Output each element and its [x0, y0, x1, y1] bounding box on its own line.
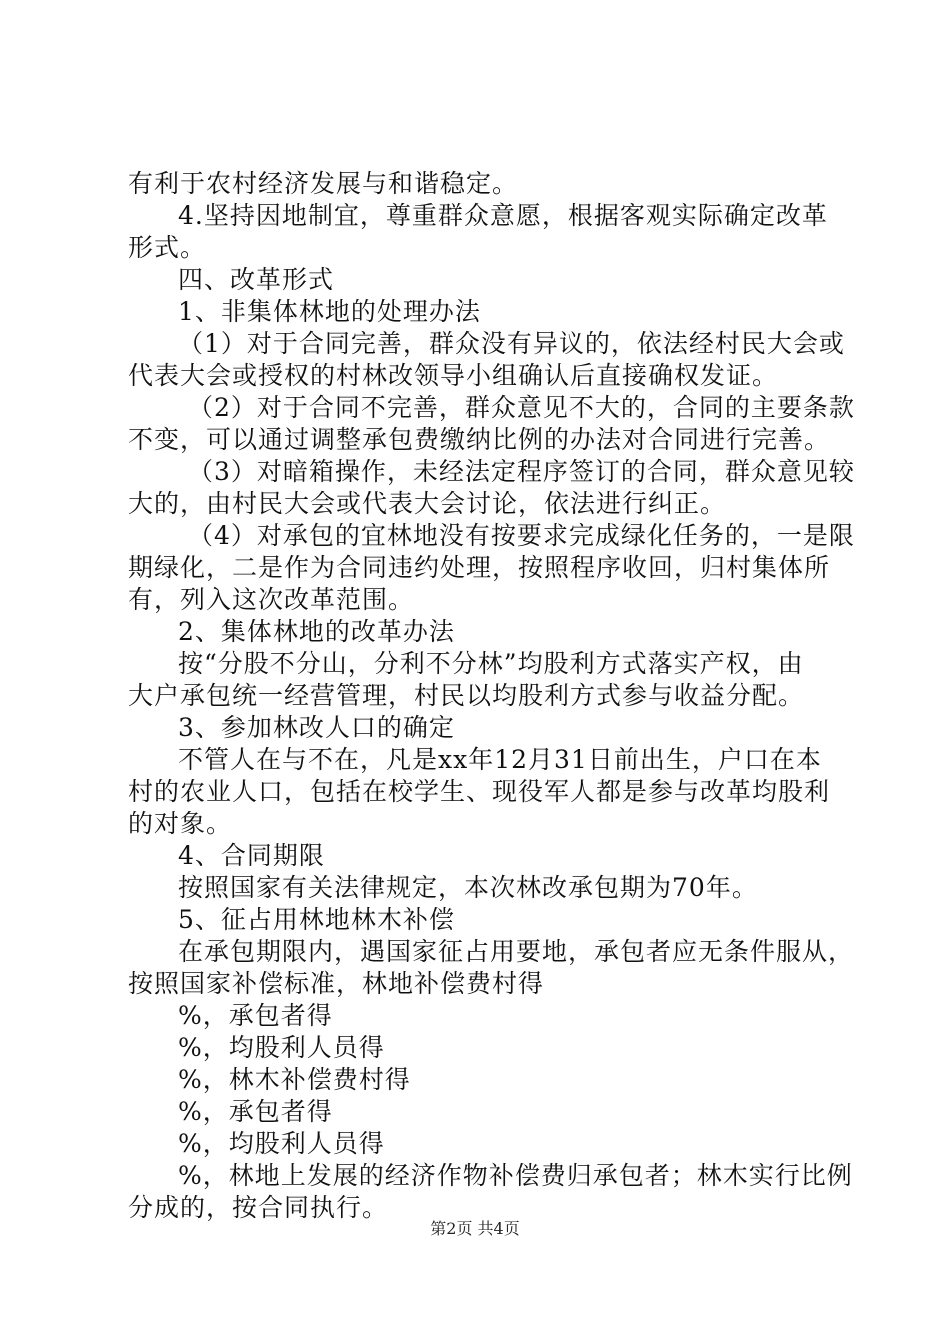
subsection-heading: 3、参加林改人口的确定: [178, 713, 455, 742]
subsection-heading: 2、集体林地的改革办法: [178, 617, 455, 646]
text-line: （4）对承包的宜林地没有按要求完成绿化任务的，一是限: [188, 521, 855, 550]
text-line: 的对象。: [128, 809, 233, 838]
text-line: %，均股利人员得: [178, 1033, 385, 1062]
text-line: %，林地上发展的经济作物补偿费归承包者；林木实行比例: [178, 1161, 853, 1190]
document-body: [128, 168, 855, 1224]
text-line: 有利于农村经济发展与和谐稳定。: [128, 169, 519, 198]
subsection-heading: 1、非集体林地的处理办法: [178, 297, 481, 326]
text-line: 期绿化，二是作为合同违约处理，按照程序收回，归村集体所: [128, 553, 831, 582]
text-line: %，均股利人员得: [178, 1129, 385, 1158]
text-line: 按照国家补偿标准，林地补偿费村得: [128, 969, 545, 998]
section-heading: 四、改革形式: [178, 265, 335, 294]
text-line: 在承包期限内，遇国家征占用要地，承包者应无条件服从，: [178, 937, 855, 966]
text-line: %，承包者得: [178, 1001, 333, 1030]
text-line: （3）对暗箱操作，未经法定程序签订的合同，群众意见较: [188, 457, 855, 486]
subsection-heading: 4、合同期限: [178, 841, 325, 870]
text-line: 分成的，按合同执行。: [128, 1193, 389, 1222]
text-line: 不变，可以通过调整承包费缴纳比例的办法对合同进行完善。: [128, 425, 831, 454]
text-line: 大户承包统一经营管理，村民以均股利方式参与收益分配。: [128, 681, 805, 710]
text-line: 按“分股不分山，分利不分林”均股利方式落实产权，由: [178, 649, 804, 678]
text-line: （1）对于合同完善，群众没有异议的，依法经村民大会或: [178, 329, 845, 358]
text-line: 不管人在与不在，凡是xx年12月31日前出生，户口在本: [178, 745, 822, 774]
text-line: 4.坚持因地制宜，尊重群众意愿，根据客观实际确定改革: [178, 201, 828, 230]
text-line: 按照国家有关法律规定，本次林改承包期为70年。: [178, 873, 758, 902]
subsection-heading: 5、征占用林地林木补偿: [178, 905, 455, 934]
text-line: 大的，由村民大会或代表大会讨论，依法进行纠正。: [128, 489, 727, 518]
text-line: 村的农业人口，包括在校学生、现役军人都是参与改革均股利: [128, 777, 831, 806]
text-line: %，承包者得: [178, 1097, 333, 1126]
page-number-footer: 第2页 共4页: [430, 1219, 520, 1238]
text-line: （2）对于合同不完善，群众意见不大的，合同的主要条款: [188, 393, 855, 422]
text-line: 代表大会或授权的村林改领导小组确认后直接确权发证。: [128, 361, 779, 390]
text-line: 形式。: [128, 233, 207, 262]
text-line: %，林木补偿费村得: [178, 1065, 411, 1094]
text-line: 有，列入这次改革范围。: [128, 585, 415, 614]
